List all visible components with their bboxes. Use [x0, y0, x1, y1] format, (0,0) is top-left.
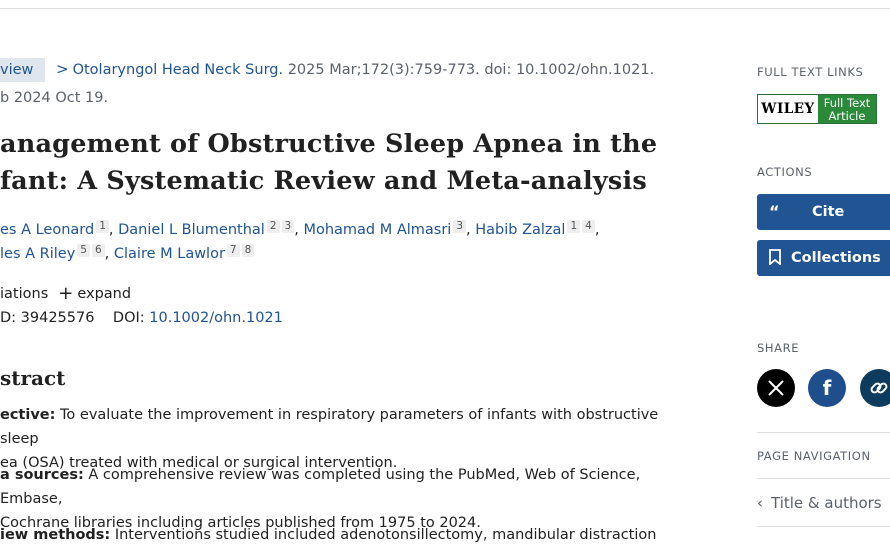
section-label: ective: — [0, 407, 56, 423]
abstract-review-methods — [0, 523, 690, 547]
page-navigation-heading: PAGE NAVIGATION — [757, 449, 871, 463]
section-label: a sources: — [0, 467, 84, 483]
citation-text: 2025 Mar;172(3):759-773. doi: 10.1002/ohn.1021. — [283, 62, 655, 78]
bookmark-icon — [769, 240, 781, 276]
affiliation-ref[interactable]: 3 — [453, 220, 466, 233]
facebook-share-button[interactable] — [808, 369, 846, 407]
chevron-left-icon: ‹ — [757, 494, 763, 512]
section-text: ea (OSA) treated with medical or surgical intervention. — [0, 455, 398, 471]
author-link[interactable]: Daniel L Blumenthal — [118, 222, 265, 238]
author-link[interactable]: es A Leonard — [0, 222, 95, 238]
nav-title-authors[interactable] — [757, 494, 882, 512]
wiley-label — [818, 95, 876, 123]
quote-icon: “ — [769, 202, 780, 221]
author-link[interactable]: Claire M Lawlor — [113, 246, 225, 262]
epub-date: b 2024 Oct 19. — [0, 90, 109, 106]
expand-label: expand — [77, 286, 132, 302]
affiliation-ref[interactable]: 6 — [92, 244, 105, 257]
affiliation-ref[interactable]: 7 — [227, 244, 240, 257]
citation-line — [56, 60, 654, 78]
author-link[interactable]: Habib Zalzal — [475, 222, 566, 238]
x-share-button[interactable] — [757, 369, 795, 407]
section-text: To evaluate the improvement in respiratory parameters of infants with obstructive sleep — [0, 407, 659, 447]
wiley-label-line: Article — [828, 108, 866, 123]
section-text: Interventions studied included adenotonsillectomy, mandibular distraction — [110, 527, 657, 543]
full-text-heading: FULL TEXT LINKS — [757, 65, 864, 79]
cite-label: Cite — [812, 204, 845, 220]
author-link[interactable]: les A Riley — [0, 246, 76, 262]
chevron-right-icon: > — [56, 60, 69, 78]
journal-link[interactable]: Otolaryngol Head Neck Surg. — [72, 62, 284, 78]
actions-heading: ACTIONS — [757, 165, 813, 179]
affiliation-ref[interactable]: 1 — [567, 220, 580, 233]
doi-label: DOI: — [112, 310, 145, 326]
x-icon — [767, 379, 785, 397]
copy-link-button[interactable] — [860, 369, 890, 407]
section-text: Cochrane libraries including articles published from 1975 to 2024. — [0, 515, 481, 531]
page-title: anagement of Obstructive Sleep Apnea in the fant: A Systematic Review and Meta-analysis — [0, 129, 658, 196]
pmid: D: 39425576 — [0, 310, 95, 326]
collections-label: Collections — [791, 250, 881, 266]
sidebar — [757, 0, 890, 546]
divider — [757, 432, 890, 433]
wiley-full-text-link[interactable] — [757, 94, 877, 124]
wiley-label-line: Full Text — [823, 96, 871, 110]
identifiers — [0, 310, 283, 326]
section-label: iew methods: — [0, 527, 111, 543]
cite-button[interactable] — [757, 194, 890, 230]
facebook-icon: f — [822, 376, 832, 400]
doi-link[interactable]: 10.1002/ohn.1021 — [149, 310, 283, 326]
affiliations-label: iations — [0, 286, 49, 302]
collections-button[interactable] — [757, 240, 890, 276]
divider — [757, 478, 890, 479]
affiliation-ref[interactable]: 3 — [282, 220, 295, 233]
wiley-logo: WILEY — [758, 95, 818, 123]
link-icon — [869, 378, 889, 398]
plus-icon: + — [58, 283, 74, 304]
affiliation-ref[interactable]: 1 — [96, 220, 109, 233]
section-text: A comprehensive review was completed using the PubMed, Web of Science, Embase, — [0, 467, 641, 507]
divider — [757, 526, 890, 527]
affiliations-toggle[interactable] — [0, 283, 131, 304]
nav-title-authors-label: Title & authors — [771, 494, 882, 512]
affiliation-ref[interactable]: 2 — [267, 220, 280, 233]
share-heading: SHARE — [757, 341, 800, 355]
affiliation-ref[interactable]: 8 — [242, 244, 255, 257]
affiliation-ref[interactable]: 4 — [582, 220, 595, 233]
review-badge[interactable]: view — [0, 58, 45, 82]
affiliation-ref[interactable]: 5 — [77, 244, 90, 257]
author-link[interactable]: Mohamad M Almasri — [303, 222, 452, 238]
abstract-heading: stract — [0, 366, 66, 390]
author-list: es A Leonard 1 , Daniel L Blumenthal 2 3 , Mohamad M Almasri 3 , Habib Zalzal 1 4 , les A Riley 5 6 , Claire M Lawlor 7 8 — [0, 220, 600, 262]
